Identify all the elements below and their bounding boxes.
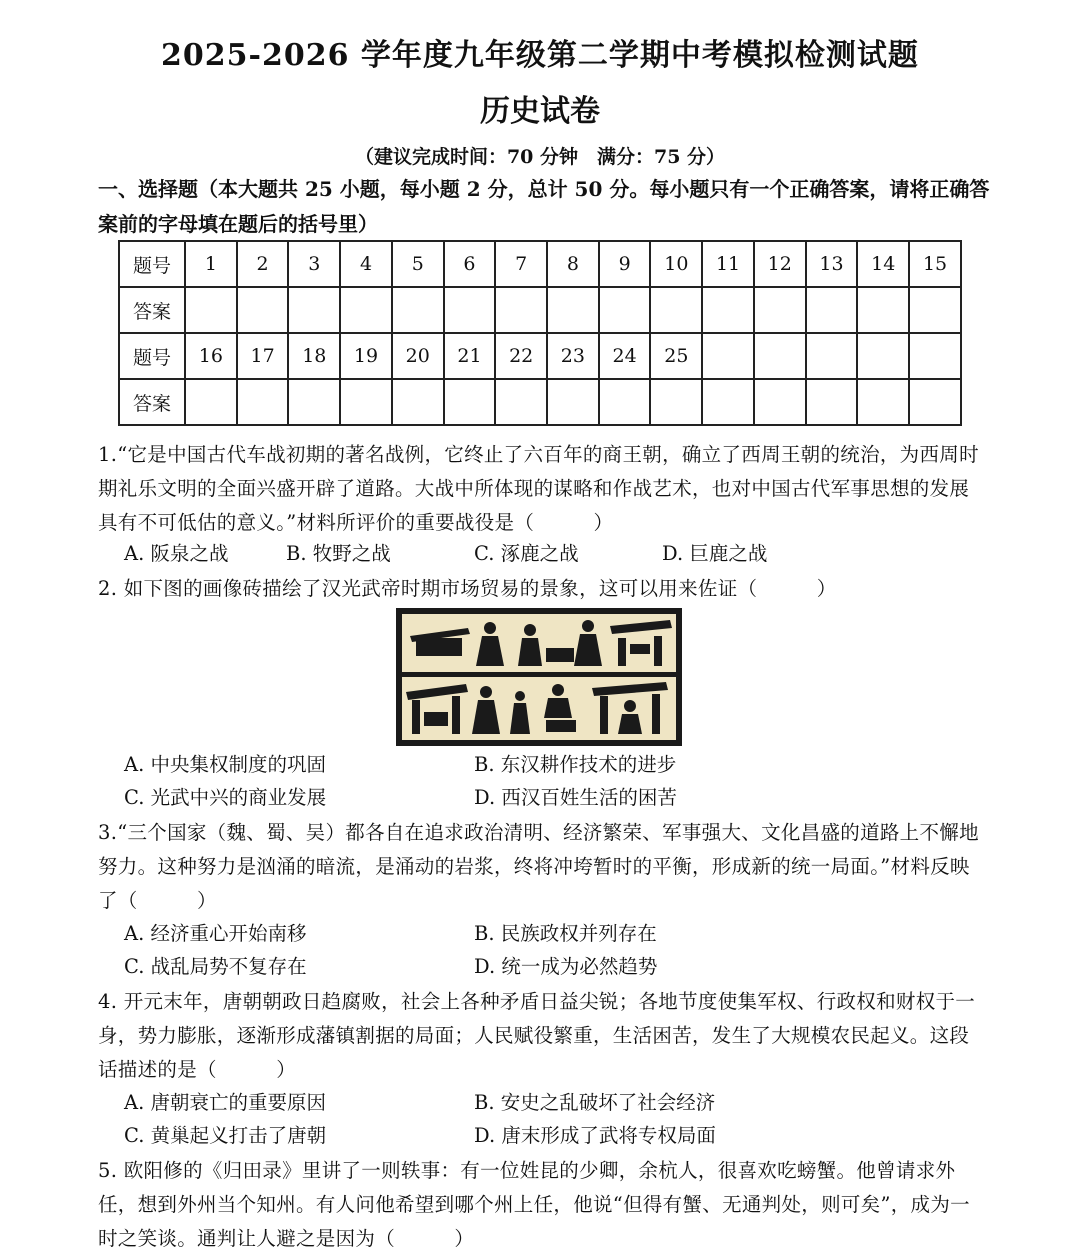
question-2-option-d[interactable]: D. 西汉百姓生活的困苦 bbox=[474, 786, 677, 809]
table-cell: 8 bbox=[547, 241, 599, 287]
question-1-option-a[interactable]: A. 阪泉之战 bbox=[124, 542, 229, 565]
table-row-number-2 bbox=[119, 333, 961, 379]
question-2-option-c[interactable]: C. 光武中兴的商业发展 bbox=[124, 786, 327, 809]
answer-cell[interactable] bbox=[340, 379, 392, 425]
question-4-option-b[interactable]: B. 安史之乱破坏了社会经济 bbox=[474, 1091, 716, 1114]
table-cell-label: 答案 bbox=[119, 379, 185, 425]
table-cell: 23 bbox=[547, 333, 599, 379]
answer-cell[interactable] bbox=[909, 287, 961, 333]
han-brick-relief-image bbox=[396, 608, 682, 746]
table-cell: 4 bbox=[340, 241, 392, 287]
answer-cell[interactable] bbox=[857, 287, 909, 333]
question-1-option-b[interactable]: B. 牧野之战 bbox=[286, 542, 391, 565]
answer-cell bbox=[857, 379, 909, 425]
answer-cell[interactable] bbox=[185, 379, 237, 425]
question-2-option-b[interactable]: B. 东汉耕作技术的进步 bbox=[474, 753, 677, 776]
answer-cell bbox=[702, 379, 754, 425]
exam-note: （建议完成时间：70 分钟 满分：75 分） bbox=[354, 146, 726, 168]
table-cell bbox=[702, 333, 754, 379]
answer-cell[interactable] bbox=[237, 379, 289, 425]
question-1-option-c[interactable]: C. 涿鹿之战 bbox=[474, 542, 579, 565]
answer-cell[interactable] bbox=[444, 287, 496, 333]
answer-cell[interactable] bbox=[702, 287, 754, 333]
answer-cell[interactable] bbox=[495, 379, 547, 425]
question-3-option-b[interactable]: B. 民族政权并列存在 bbox=[474, 922, 657, 945]
table-cell-label: 题号 bbox=[119, 333, 185, 379]
question-3-stem: 3.“三个国家（魏、蜀、吴）都各自在追求政治清明、经济繁荣、军事强大、文化昌盛的道路上不懈地努力。这种努力是汹涌的暗流，是涌动的岩浆，终将冲垮暂时的平衡，形成新的统一局面。”材料反映了（ ） bbox=[98, 821, 979, 912]
table-cell: 25 bbox=[650, 333, 702, 379]
answer-cell[interactable] bbox=[599, 287, 651, 333]
question-4-option-a[interactable]: A. 唐朝衰亡的重要原因 bbox=[124, 1091, 326, 1114]
table-cell: 16 bbox=[185, 333, 237, 379]
answer-cell[interactable] bbox=[599, 379, 651, 425]
question-2-stem: 2. 如下图的画像砖描绘了汉光武帝时期市场贸易的景象，这可以用来佐证（ ） bbox=[98, 577, 837, 600]
answer-cell[interactable] bbox=[547, 287, 599, 333]
question-2-option-a[interactable]: A. 中央集权制度的巩固 bbox=[124, 753, 326, 776]
table-row-answer-1 bbox=[119, 287, 961, 333]
section-heading: 一、选择题（本大题共 25 小题，每小题 2 分，总计 50 分。每小题只有一个正确答案，请将正确答案前的字母填在题后的括号里） bbox=[98, 177, 990, 236]
table-cell: 21 bbox=[444, 333, 496, 379]
answer-cell[interactable] bbox=[806, 287, 858, 333]
table-cell bbox=[806, 333, 858, 379]
table-cell: 12 bbox=[754, 241, 806, 287]
question-3-option-d[interactable]: D. 统一成为必然趋势 bbox=[474, 955, 658, 978]
table-cell: 9 bbox=[599, 241, 651, 287]
table-cell bbox=[909, 333, 961, 379]
question-3-option-c[interactable]: C. 战乱局势不复存在 bbox=[124, 955, 307, 978]
table-cell: 22 bbox=[495, 333, 547, 379]
table-cell: 11 bbox=[702, 241, 754, 287]
page-subtitle: 历史试卷 bbox=[480, 94, 600, 129]
answer-cell[interactable] bbox=[495, 287, 547, 333]
table-cell: 5 bbox=[392, 241, 444, 287]
table-row-number-1 bbox=[119, 241, 961, 287]
question-3-option-a[interactable]: A. 经济重心开始南移 bbox=[124, 922, 307, 945]
answer-cell[interactable] bbox=[185, 287, 237, 333]
answer-cell[interactable] bbox=[288, 287, 340, 333]
answer-cell[interactable] bbox=[650, 379, 702, 425]
answer-cell bbox=[806, 379, 858, 425]
page-title: 2025-2026 学年度九年级第二学期中考模拟检测试题 bbox=[161, 38, 919, 73]
table-cell: 13 bbox=[806, 241, 858, 287]
table-cell: 17 bbox=[237, 333, 289, 379]
table-cell-label: 题号 bbox=[119, 241, 185, 287]
table-row-answer-2 bbox=[119, 379, 961, 425]
answer-cell[interactable] bbox=[392, 287, 444, 333]
table-cell: 20 bbox=[392, 333, 444, 379]
table-cell: 6 bbox=[444, 241, 496, 287]
question-4-option-d[interactable]: D. 唐末形成了武将专权局面 bbox=[474, 1124, 716, 1147]
question-1-option-d[interactable]: D. 巨鹿之战 bbox=[662, 542, 768, 565]
answer-cell[interactable] bbox=[754, 287, 806, 333]
table-cell: 24 bbox=[599, 333, 651, 379]
answer-table bbox=[118, 240, 962, 426]
table-cell: 1 bbox=[185, 241, 237, 287]
table-cell-label: 答案 bbox=[119, 287, 185, 333]
question-4-option-c[interactable]: C. 黄巢起义打击了唐朝 bbox=[124, 1124, 327, 1147]
answer-cell[interactable] bbox=[444, 379, 496, 425]
answer-cell[interactable] bbox=[650, 287, 702, 333]
table-cell: 3 bbox=[288, 241, 340, 287]
market-scene-illustration bbox=[396, 608, 682, 746]
answer-cell[interactable] bbox=[392, 379, 444, 425]
table-cell: 2 bbox=[237, 241, 289, 287]
table-cell: 15 bbox=[909, 241, 961, 287]
table-cell: 14 bbox=[857, 241, 909, 287]
table-cell: 10 bbox=[650, 241, 702, 287]
table-cell: 18 bbox=[288, 333, 340, 379]
table-cell bbox=[857, 333, 909, 379]
table-cell bbox=[754, 333, 806, 379]
answer-cell[interactable] bbox=[547, 379, 599, 425]
question-1-stem: 1.“它是中国古代车战初期的著名战例，它终止了六百年的商王朝，确立了西周王朝的统治，为西周时期礼乐文明的全面兴盛开辟了道路。大战中所体现的谋略和作战艺术，也对中国古代军事思想的发展具有不可低估的意义。”材料所评价的重要战役是（ ） bbox=[98, 443, 979, 534]
answer-cell[interactable] bbox=[288, 379, 340, 425]
table-cell: 19 bbox=[340, 333, 392, 379]
answer-cell bbox=[754, 379, 806, 425]
question-5-stem: 5. 欧阳修的《归田录》里讲了一则轶事：有一位姓昆的少卿，余杭人，很喜欢吃螃蟹。他曾请求外任，想到外州当个知州。有人问他希望到哪个州上任，他说“但得有蟹、无通判处，则可矣”，成为一时之笑谈。通判让人避之是因为（ ） bbox=[98, 1159, 970, 1250]
table-cell: 7 bbox=[495, 241, 547, 287]
answer-cell[interactable] bbox=[237, 287, 289, 333]
answer-cell[interactable] bbox=[340, 287, 392, 333]
question-4-stem: 4. 开元末年，唐朝朝政日趋腐败，社会上各种矛盾日益尖锐；各地节度使集军权、行政权和财权于一身，势力膨胀，逐渐形成藩镇割据的局面；人民赋役繁重，生活困苦，发生了大规模农民起义。这段话描述的是（ ） bbox=[98, 990, 976, 1081]
answer-cell bbox=[909, 379, 961, 425]
